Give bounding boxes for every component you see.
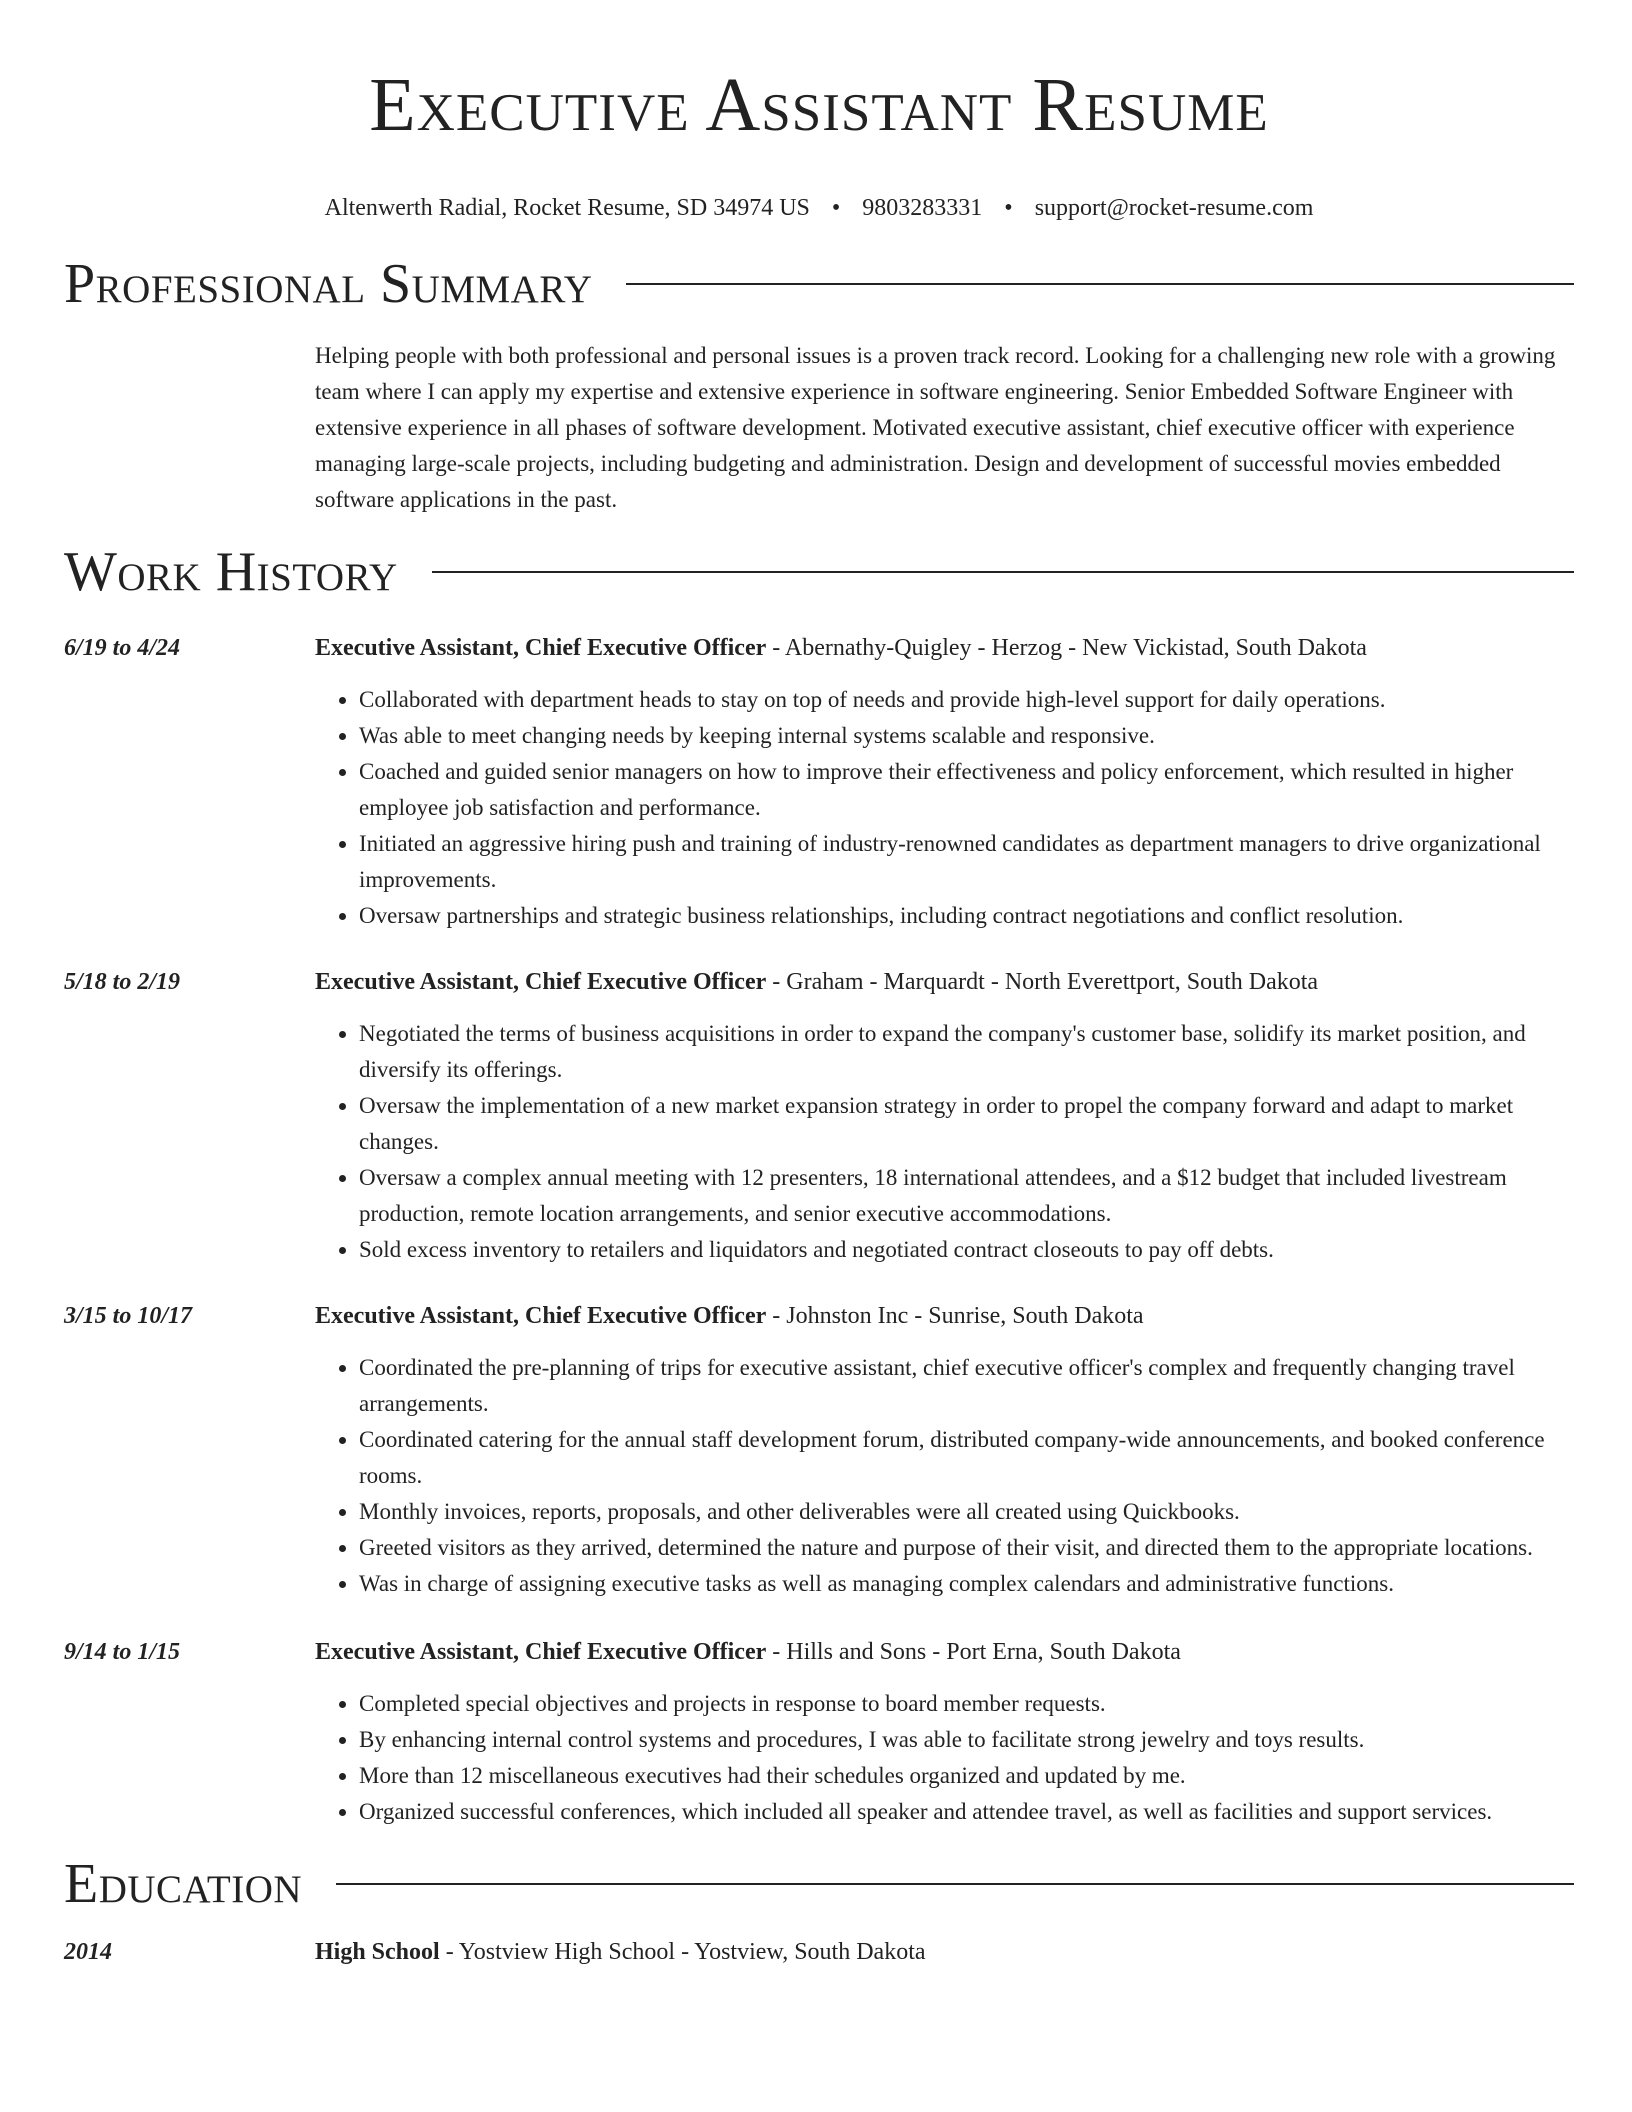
job-bullet: • Initiated an aggressive hiring push and training of industry-renowned candidates as department managers to drive organizational improvements. <box>359 826 1574 898</box>
job-dates: 5/18 to 2/19 <box>64 969 181 995</box>
job-bullet: • Sold excess inventory to retailers and liquidators and negotiated contract closeouts to pay off debts. <box>359 1232 1574 1268</box>
job-bullet: • By enhancing internal control systems and procedures, I was able to facilitate strong jewelry and toys results. <box>359 1722 1574 1758</box>
section-divider <box>336 1883 1574 1885</box>
job-entry <box>64 630 1574 934</box>
education-degree: High School <box>315 1939 440 1965</box>
job-bullet: • Completed special objectives and projects in response to board member requests. <box>359 1686 1574 1722</box>
job-bullet: • Collaborated with department heads to stay on top of needs and provide high-level support for daily operations. <box>359 682 1574 718</box>
contact-line <box>64 194 1574 222</box>
resume-title: Executive Assistant Resume <box>369 63 1269 147</box>
summary-heading: Professional Summary <box>64 253 593 315</box>
education-entry <box>64 1934 1574 1970</box>
job-dates: 6/19 to 4/24 <box>64 635 181 661</box>
resume-page <box>64 0 1574 1970</box>
job-bullet: • Organized successful conferences, which included all speaker and attendee travel, as well as facilities and support services. <box>359 1794 1574 1830</box>
job-entry <box>64 1634 1574 1830</box>
section-divider <box>432 571 1574 573</box>
job-bullet: • Was in charge of assigning executive tasks as well as managing complex calendars and administrative functions. <box>359 1566 1574 1602</box>
education-heading: Education <box>64 1853 303 1915</box>
job-details: - Graham - Marquardt - North Everettport, South Dakota <box>766 969 1319 995</box>
job-title: Executive Assistant, Chief Executive Officer <box>315 969 767 995</box>
job-bullet: • Coached and guided senior managers on how to improve their effectiveness and policy enforcement, which resulted in higher employee job satisfaction and performance. <box>359 754 1574 826</box>
job-bullet: • Was able to meet changing needs by keeping internal systems scalable and responsive. <box>359 718 1574 754</box>
job-details: - Johnston Inc - Sunrise, South Dakota <box>766 1303 1144 1329</box>
job-entry <box>64 1298 1574 1602</box>
job-dates: 9/14 to 1/15 <box>64 1639 181 1665</box>
job-body <box>315 964 1574 1268</box>
job-bullet: • Negotiated the terms of business acquisitions in order to expand the company's customer base, solidify its market position, and diversify its offerings. <box>359 1016 1574 1088</box>
contact-address: Altenwerth Radial, Rocket Resume, SD 34974 US <box>324 195 810 221</box>
section-divider <box>626 283 1574 285</box>
summary-text: Helping people with both professional and personal issues is a proven track record. Looking for a challenging new role with a growing team where I can apply my expertise and extensive experience in software engineering. Senior Embedded Software Engineer with extensive experience in all phases of software development. Motivated executive assistant, chief executive officer with experience managing large-scale projects, including budgeting and administration. Design and development of successful movies embedded software applications in the past. <box>315 343 1556 512</box>
education-body <box>315 1934 1574 1970</box>
job-details: - Abernathy-Quigley - Herzog - New Vickistad, South Dakota <box>766 635 1367 661</box>
job-title: Executive Assistant, Chief Executive Officer <box>315 1639 767 1665</box>
job-header <box>315 964 1574 1000</box>
job-title: Executive Assistant, Chief Executive Officer <box>315 1303 767 1329</box>
work-section-header <box>64 540 1574 604</box>
contact-separator: • <box>831 195 841 221</box>
job-bullet: • Coordinated catering for the annual staff development forum, distributed company-wide announcements, and booked conference rooms. <box>359 1422 1574 1494</box>
contact-email[interactable]: support@rocket-resume.com <box>1034 195 1314 221</box>
work-heading: Work History <box>64 541 398 603</box>
education-details: - Yostview High School - Yostview, South Dakota <box>439 1939 926 1965</box>
job-dates: 3/15 to 10/17 <box>64 1303 193 1329</box>
job-bullet: • Oversaw a complex annual meeting with 12 presenters, 18 international attendees, and a $12 budget that included livestream production, remote location arrangements, and senior executive accommodations. <box>359 1160 1574 1232</box>
contact-separator: • <box>1004 195 1013 221</box>
job-bullet: • Oversaw the implementation of a new market expansion strategy in order to propel the company forward and adapt to market changes. <box>359 1088 1574 1160</box>
education-section-header <box>64 1852 1574 1916</box>
job-body <box>315 1634 1574 1830</box>
job-body <box>315 1298 1574 1602</box>
job-header <box>315 1634 1574 1670</box>
job-header <box>315 1298 1574 1334</box>
education-line <box>315 1934 1574 1970</box>
job-bullet: • Oversaw partnerships and strategic business relationships, including contract negotiations and conflict resolution. <box>359 898 1574 934</box>
job-title: Executive Assistant, Chief Executive Officer <box>315 635 767 661</box>
job-bullets <box>315 682 1574 934</box>
job-details: - Hills and Sons - Port Erna, South Dakota <box>766 1639 1181 1665</box>
job-bullet: • Greeted visitors as they arrived, determined the nature and purpose of their visit, and directed them to the appropriate locations. <box>359 1530 1574 1566</box>
contact-phone: 9803283331 <box>862 195 983 221</box>
job-body <box>315 630 1574 934</box>
job-bullets <box>315 1016 1574 1268</box>
job-entry <box>64 964 1574 1268</box>
summary-section-header <box>64 252 1574 316</box>
education-year: 2014 <box>64 1939 112 1965</box>
job-bullet: • Monthly invoices, reports, proposals, and other deliverables were all created using Quickbooks. <box>359 1494 1574 1530</box>
job-header <box>315 630 1574 666</box>
job-bullets <box>315 1350 1574 1602</box>
job-bullet: • More than 12 miscellaneous executives had their schedules organized and updated by me. <box>359 1758 1574 1794</box>
job-bullets <box>315 1686 1574 1830</box>
job-bullet: • Coordinated the pre-planning of trips for executive assistant, chief executive officer's complex and frequently changing travel arrangements. <box>359 1350 1574 1422</box>
